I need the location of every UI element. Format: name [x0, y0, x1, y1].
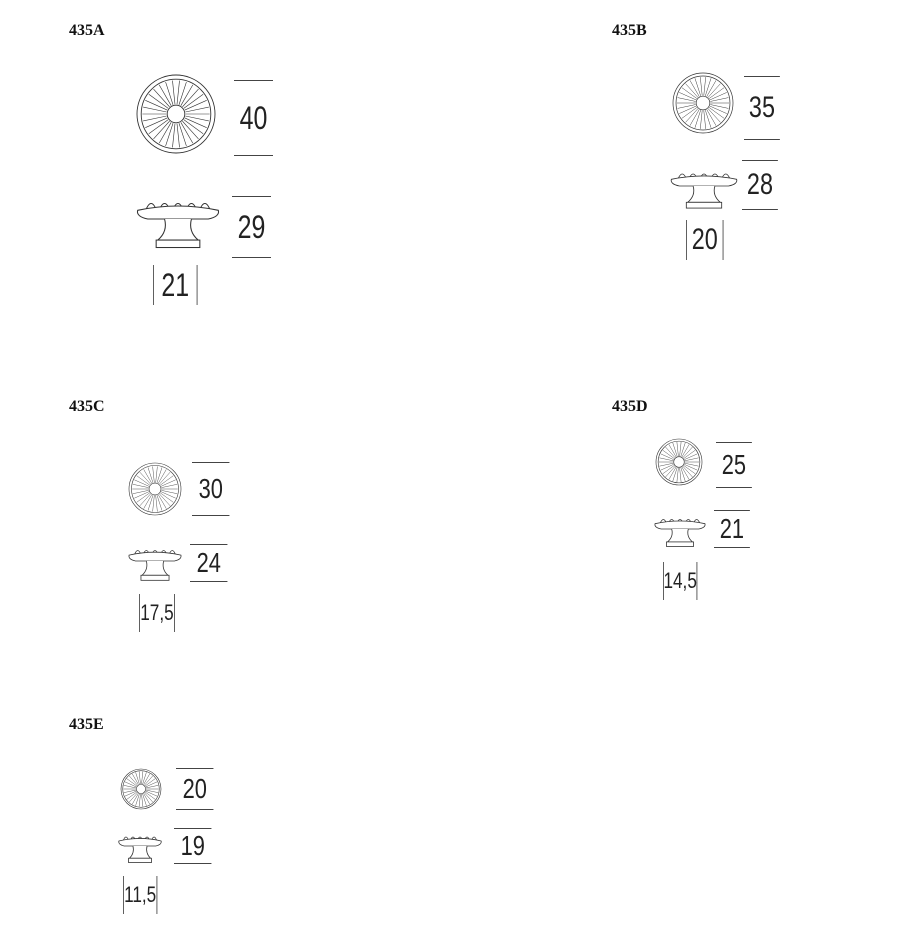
product-code: 435D — [612, 398, 648, 415]
diameter-dimension: 30 — [192, 462, 229, 516]
projection-dimension: 20 — [686, 220, 723, 260]
diameter-dimension: 40 — [234, 80, 273, 156]
product-code: 435C — [69, 398, 105, 415]
knob-side-profile-icon — [670, 162, 738, 210]
knob-side-profile-icon — [654, 510, 706, 548]
height-dimension: 24 — [190, 544, 227, 582]
product-code: 435B — [612, 22, 647, 39]
knob-side-profile-icon — [118, 828, 162, 864]
product-code: 435A — [69, 22, 105, 39]
diameter-dimension: 20 — [176, 768, 213, 810]
projection-dimension: 17,5 — [139, 594, 175, 632]
knob-rosette-front-icon — [128, 462, 182, 516]
height-dimension: 28 — [742, 160, 778, 210]
diameter-dimension: 25 — [716, 442, 752, 488]
projection-dimension: 11,5 — [123, 876, 157, 914]
knob-rosette-front-icon — [655, 438, 703, 486]
height-dimension: 21 — [714, 510, 750, 548]
projection-dimension: 14,5 — [663, 562, 697, 600]
height-dimension: 19 — [174, 828, 211, 864]
knob-rosette-front-icon — [672, 72, 734, 134]
projection-dimension: 21 — [153, 265, 197, 305]
knob-rosette-front-icon — [136, 74, 216, 154]
diameter-dimension: 35 — [744, 76, 780, 140]
height-dimension: 29 — [232, 196, 271, 258]
knob-rosette-front-icon — [120, 768, 162, 810]
knob-side-profile-icon — [128, 540, 182, 582]
knob-side-profile-icon — [136, 188, 220, 250]
product-code: 435E — [69, 716, 104, 733]
